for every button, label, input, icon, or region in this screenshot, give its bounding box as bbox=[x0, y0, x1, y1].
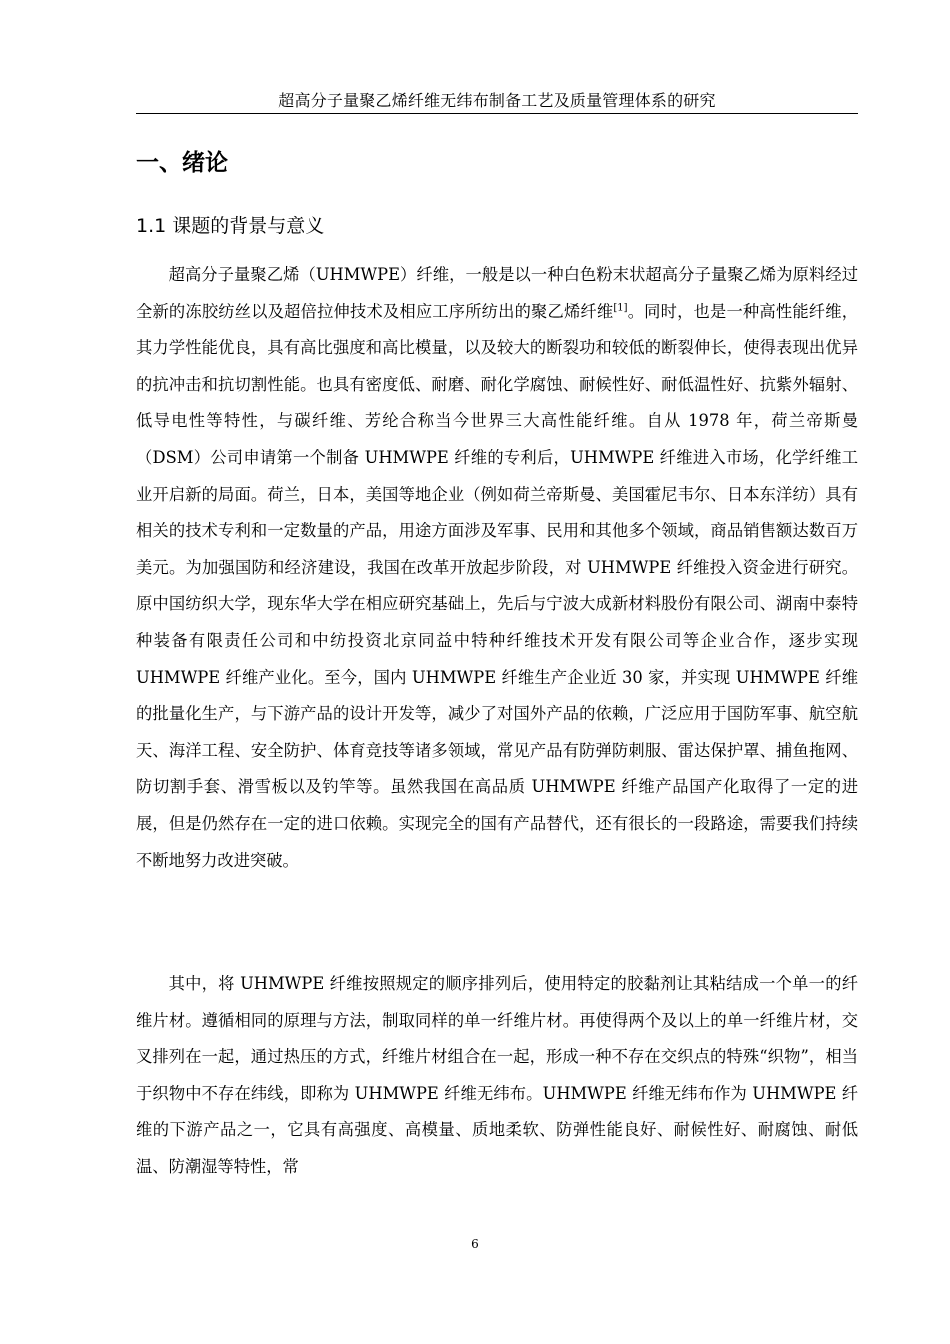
header-divider bbox=[136, 113, 858, 114]
body-paragraph: 其中，将 UHMWPE 纤维按照规定的顺序排列后，使用特定的胶黏剂让其粘结成一个单一的纤维片材。遵循相同的原理与方法，制取同样的单一纤维片材。再使得两个及以上的单一纤维片材，交叉排列在一起，通过热压的方式，纤维片材组合在一起，形成一种不存在交织点的特殊“织物”，相当于织物中不存在纬线，即称为 UHMWPE 纤维无纬布。UHMWPE 纤维无纬布作为 UHMWPE 纤维的下游产品之一，它具有高强度、高模量、质地柔软、防弹性能良好、耐候性好、耐腐蚀、耐低温、防潮湿等特性，常 bbox=[136, 974, 858, 1176]
running-header: 超高分子量聚乙烯纤维无纬布制备工艺及质量管理体系的研究 bbox=[278, 91, 716, 110]
section-title: 1.1 课题的背景与意义 bbox=[136, 215, 325, 237]
chapter-title: 一、绪论 bbox=[136, 150, 228, 176]
citation-reference[interactable]: [1] bbox=[613, 302, 628, 314]
page-number: 6 bbox=[471, 1237, 479, 1251]
body-paragraph bbox=[136, 257, 858, 879]
paragraph-text: 超高分子量聚乙烯（UHMWPE）纤维，一般是以一种白色粉末状超高分子量聚乙烯为原料经过全新的冻胶纺丝以及超倍拉伸技术及相应工序所纺出的聚乙烯纤维 bbox=[136, 265, 858, 321]
paragraph-text: 。同时，也是一种高性能纤维，其力学性能优良，具有高比强度和高比模量，以及较大的断裂功和较低的断裂伸长，使得表现出优异的抗冲击和抗切割性能。也具有密度低、耐磨、耐化学腐蚀、耐候性好、耐低温性好、抗紫外辐射、低导电性等特性，与碳纤维、芳纶合称当今世界三大高性能纤维。自从 1978 年，荷兰帝斯曼（DSM）公司申请第一个制备 UHMWPE 纤维的专利后，UHMWPE 纤维进入市场，化学纤维工业开启新的局面。荷兰，日本，美国等地企业（例如荷兰帝斯曼、美国霍尼韦尔、日本东洋纺）具有相关的技术专利和一定数量的产品，用途方面涉及军事、民用和其他多个领域，商品销售额达数百万美元。为加强国防和经济建设，我国在改革开放起步阶段，对 UHMWPE 纤维投入资金进行研究。原中国纺织大学，现东华大学在相应研究基础上，先后与宁波大成新材料股份有限公司、湖南中泰特种装备有限责任公司和中纺投资北京同益中特种纤维技术开发有限公司等企业合作，逐步实现 UHMWPE 纤维产业化。至今，国内 UHMWPE 纤维生产企业近 30 家，并实现 UHMWPE 纤维的批量化生产，与下游产品的设计开发等，减少了对国外产品的依赖，广泛应用于国防军事、航空航天、海洋工程、安全防护、体育竞技等诸多领域，常见产品有防弹防刺服、雷达保护罩、捕鱼拖网、防切割手套、滑雪板以及钓竿等。虽然我国在高品质 UHMWPE 纤维产品国产化取得了一定的进展，但是仍然存在一定的进口依赖。实现完全的国有产品替代，还有很长的一段路途，需要我们持续不断地努力改进突破。 bbox=[136, 301, 858, 870]
